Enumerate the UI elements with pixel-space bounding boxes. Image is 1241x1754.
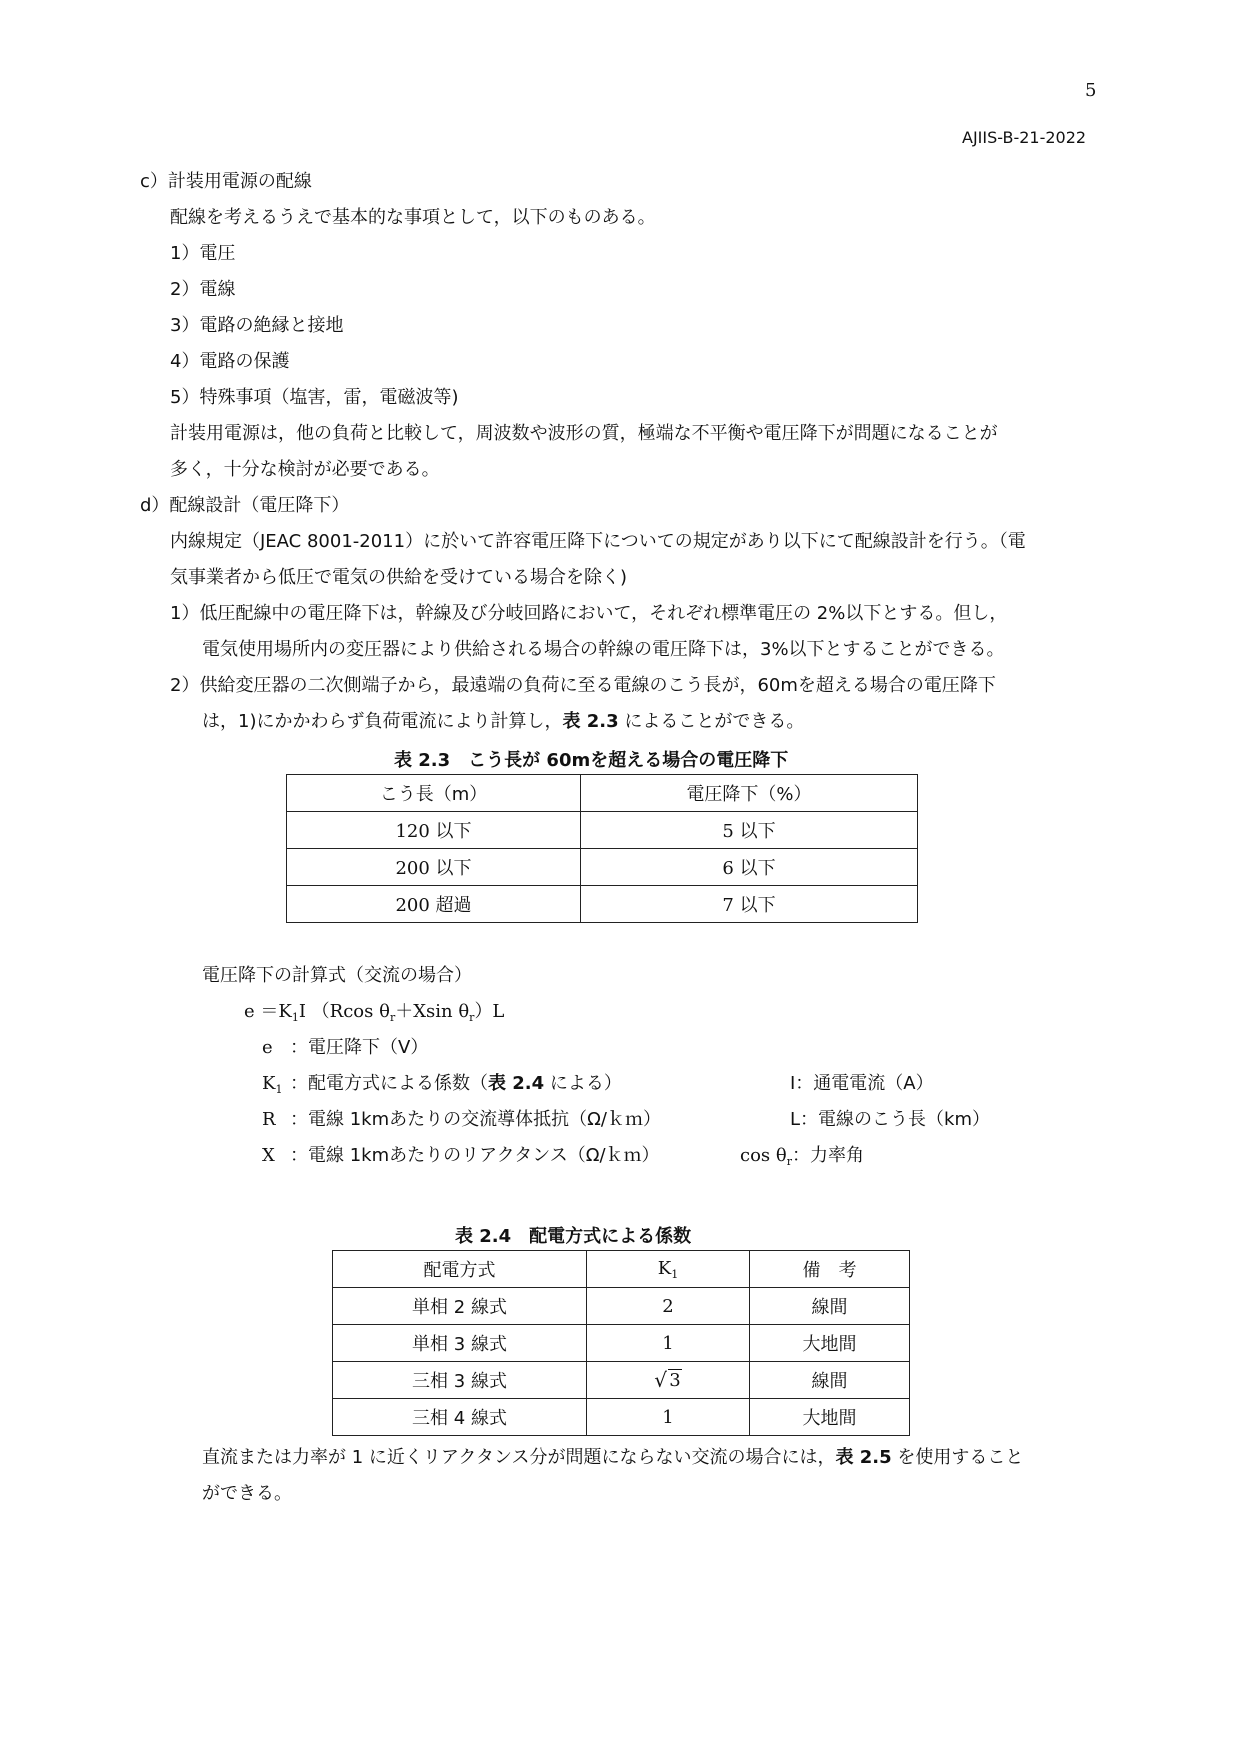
table-row <box>333 1399 910 1436</box>
section-c-intro: 配線を考えるうえで基本的な事項として，以下のものある。 <box>170 207 656 228</box>
square-root-symbol: √ 3 <box>654 1367 681 1392</box>
table-2-4-caption: 表 2.4 配電方式による係数 <box>455 1226 692 1247</box>
table-header-row <box>287 775 918 812</box>
table-row <box>287 812 918 849</box>
closing-paragraph-line: 直流または力率が 1 に近くリアクタンス分が問題にならない交流の場合には，表 2.5 を使用すること <box>202 1447 1024 1468</box>
table-cell: 単相 2 線式 <box>333 1288 587 1325</box>
list-item: 2）電線 <box>170 279 236 300</box>
symbol-r: R <box>262 1109 276 1130</box>
section-d-intro-line: 内線規定（JEAC 8001-2011）に於いて許容電圧降下についての規定があり以下にて配線設計を行う。（電 <box>170 531 1026 552</box>
table-reference: 表 2.3 <box>562 711 619 732</box>
closing-paragraph-line: ができる。 <box>202 1483 292 1504</box>
table-cell: 2 <box>587 1288 750 1325</box>
table-cell: 線間 <box>750 1288 910 1325</box>
definition-x: ：電線 1kmあたりのリアクタンス（Ω/ｋｍ） <box>290 1145 660 1166</box>
section-d-item2-line: は，1)にかかわらず負荷電流により計算し，表 2.3 によることができる。 <box>202 711 805 732</box>
definition-i: I：通電電流（A） <box>790 1073 934 1094</box>
section-d-item1-line: 電気使用場所内の変圧器により供給される場合の幹線の電圧降下は，3%以下とすることができる。 <box>202 639 1005 660</box>
table-header-cell: $K_1$ <box>587 1251 750 1288</box>
definition-r: ：電線 1kmあたりの交流導体抵抗（Ω/ｋｍ） <box>290 1109 661 1130</box>
table-cell <box>587 1362 750 1399</box>
section-d-item2-line: 2）供給変圧器の二次側端子から，最遠端の負荷に至る電線のこう長が，60mを超える場合の電圧降下 <box>170 675 996 696</box>
table-header-row <box>333 1251 910 1288</box>
table-cell: 6 以下 <box>581 849 918 886</box>
table-cell: 三相 3 線式 <box>333 1362 587 1399</box>
table-cell: 大地間 <box>750 1399 910 1436</box>
document-id: AJIIS-B-21-2022 <box>962 128 1087 147</box>
table-cell: 単相 3 線式 <box>333 1325 587 1362</box>
table-header-cell: 備 考 <box>750 1251 910 1288</box>
table-header-cell: こう長（m） <box>287 775 581 812</box>
table-cell: 線間 <box>750 1362 910 1399</box>
section-d-item1-line: 1）低圧配線中の電圧降下は，幹線及び分岐回路において，それぞれ標準電圧の 2%以下とする。但し， <box>170 603 1008 624</box>
table-reference: 表 2.5 <box>835 1447 892 1468</box>
list-item: 4）電路の保護 <box>170 351 290 372</box>
formula-title: 電圧降下の計算式（交流の場合） <box>202 965 472 986</box>
table-row <box>287 886 918 923</box>
definition-k1: ：配電方式による係数（表 2.4 による） <box>290 1073 622 1094</box>
table-row <box>333 1362 910 1399</box>
table-cell: 120 以下 <box>287 812 581 849</box>
table-cell: 1 <box>587 1399 750 1436</box>
voltage-drop-equation: $e =K_1I$ （Rcos $\theta_r+Xsin$ $\theta_r)L$ <box>244 1001 505 1024</box>
section-d-heading: d）配線設計（電圧降下） <box>140 495 350 516</box>
section-c-heading: c）計装用電源の配線 <box>140 171 312 192</box>
symbol-e: e <box>262 1037 273 1058</box>
section-d-intro-line: 気事業者から低圧で電気の供給を受けている場合を除く) <box>170 567 628 588</box>
table-header-cell: 電圧降下（%） <box>581 775 918 812</box>
definition-cos: $\cos \theta_r$：力率角 <box>740 1145 864 1168</box>
page-number: 5 <box>1085 80 1097 101</box>
table-cell: 7 以下 <box>581 886 918 923</box>
table-row <box>333 1325 910 1362</box>
symbol-k1: $K_1$ <box>262 1073 283 1096</box>
table-cell: 三相 4 線式 <box>333 1399 587 1436</box>
table-cell: 200 以下 <box>287 849 581 886</box>
list-item: 5）特殊事項（塩害，雷，電磁波等) <box>170 387 459 408</box>
table-reference: 表 2.4 <box>488 1073 545 1094</box>
table-2-4 <box>332 1250 910 1436</box>
table-cell: 1 <box>587 1325 750 1362</box>
section-c-paragraph-line: 計装用電源は，他の負荷と比較して，周波数や波形の質，極端な不平衡や電圧降下が問題になることが <box>170 423 998 444</box>
table-cell: 5 以下 <box>581 812 918 849</box>
list-item: 1）電圧 <box>170 243 236 264</box>
definition-e: ：電圧降下（V） <box>290 1037 429 1058</box>
table-2-3 <box>286 774 918 923</box>
table-2-3-caption: 表 2.3 こう長が 60mを超える場合の電圧降下 <box>394 750 789 771</box>
table-cell: 大地間 <box>750 1325 910 1362</box>
symbol-x: X <box>262 1145 275 1166</box>
table-header-cell: 配電方式 <box>333 1251 587 1288</box>
definition-l: L：電線のこう長（km） <box>790 1109 990 1130</box>
table-row <box>333 1288 910 1325</box>
table-cell: 200 超過 <box>287 886 581 923</box>
table-row <box>287 849 918 886</box>
list-item: 3）電路の絶縁と接地 <box>170 315 344 336</box>
section-c-paragraph-line: 多く，十分な検討が必要である。 <box>170 459 440 480</box>
